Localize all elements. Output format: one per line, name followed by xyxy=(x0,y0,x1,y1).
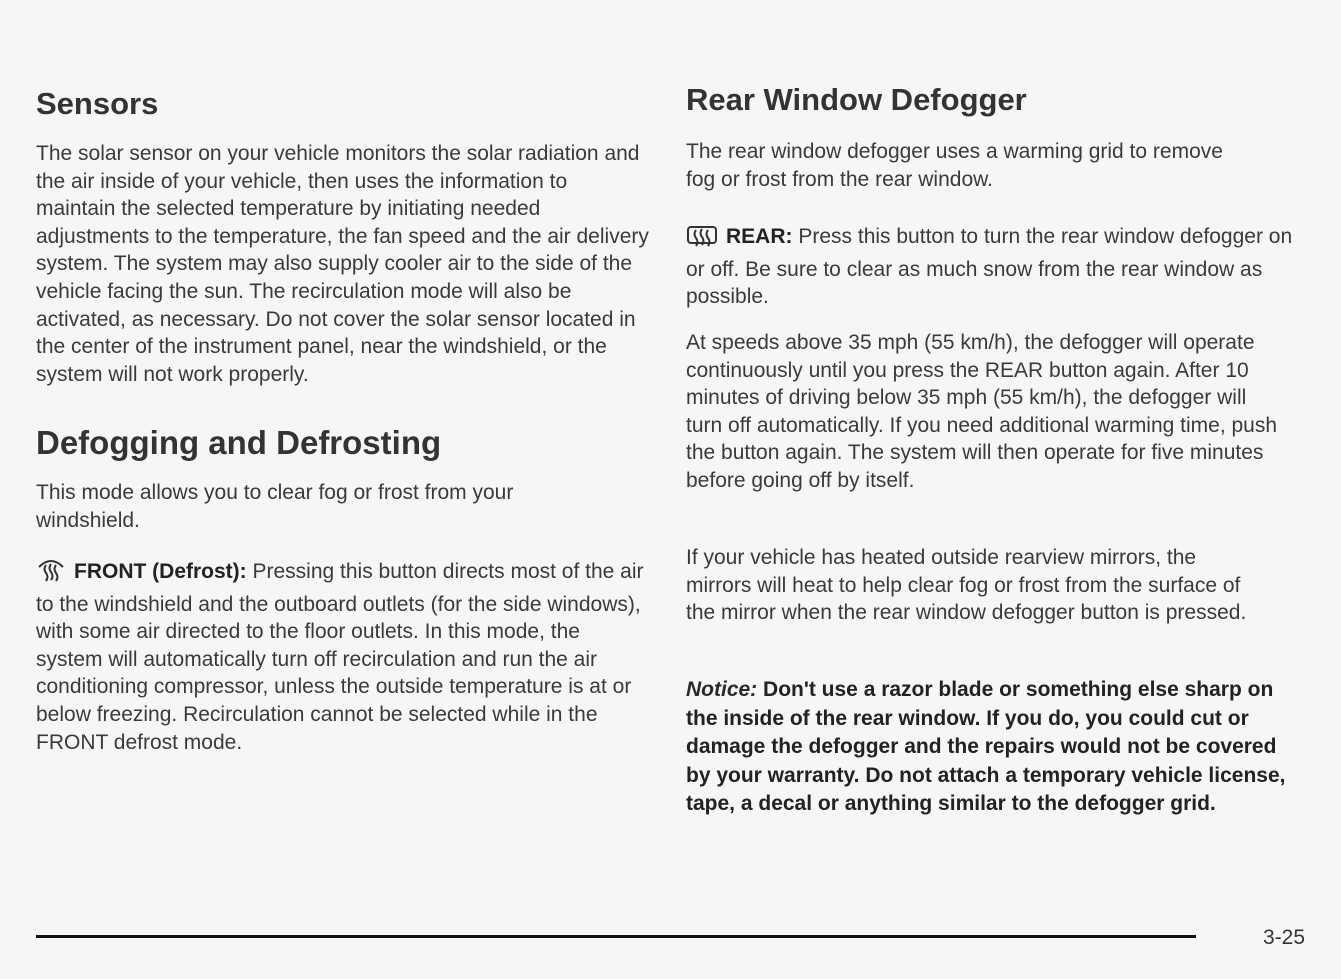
sensors-body: The solar sensor on your vehicle monitors the solar radiation and the air inside of your vehicle, then uses the information to maintain the selected temperature by initiating needed adjustments to the temperature, the fan speed and the air delivery system. The system may also supply cooler air to the side of the vehicle facing the sun. The recirculation mode will also be activated, as necessary. Do not cover the solar sensor located in the center of the instrument panel, near the windshield, or the system will not work properly. xyxy=(36,142,649,386)
mirrors-paragraph: If your vehicle has heated outside rearview mirrors, the mirrors will heat to help clear fog or frost from the surface of the mirror when the rear window defogger button is pressed. xyxy=(686,546,1247,625)
rear-defogger-heading: Rear Window Defogger xyxy=(686,82,1027,117)
defogging-heading: Defogging and Defrosting xyxy=(36,424,442,461)
rear-defrost-label: REAR: xyxy=(726,225,793,248)
rear-defrost-paragraph xyxy=(686,223,1301,311)
speed-paragraph: At speeds above 35 mph (55 km/h), the defogger will operate continuously until you press the REAR button again. After 10 minutes of driving below 35 mph (55 km/h), the defogger will turn off automatically. If you need additional warming time, push the button again. The system will then operate for five minutes before going off by itself. xyxy=(686,331,1278,492)
rear-defrost-body: Press this button to turn the rear window defogger on or off. Be sure to clear as much snow from the rear window as possible. xyxy=(686,225,1293,309)
sensors-heading: Sensors xyxy=(36,86,159,121)
front-defrost-paragraph xyxy=(36,557,651,756)
front-defrost-icon xyxy=(36,557,66,591)
notice-body: Don't use a razor blade or something else sharp on the inside of the rear window. If you do, you could cut or damage the defogger and the repairs would not be covered by your warranty. Do not attach a temporary vehicle license, tape, a decal or anything similar to the defogger grid. xyxy=(686,678,1286,815)
rear-defogger-intro: The rear window defogger uses a warming grid to remove fog or frost from the rear window. xyxy=(686,140,1223,191)
front-defrost-label: FRONT (Defrost): xyxy=(74,560,247,583)
front-defrost-body: Pressing this button directs most of the air to the windshield and the outboard outlets (for the side windows), with some air directed to the floor outlets. In this mode, the system will automatically turn off recirculation and run the air conditioning compressor, unless the outside temperature is at or below freezing. Recirculation cannot be selected while in the FRONT defrost mode. xyxy=(36,560,644,754)
footer-rule xyxy=(36,935,1196,938)
defogging-intro: This mode allows you to clear fog or frost from your windshield. xyxy=(36,481,514,532)
page-number: 3-25 xyxy=(1262,926,1305,949)
notice-paragraph xyxy=(686,676,1296,819)
notice-label: Notice: xyxy=(686,678,758,701)
rear-defrost-icon xyxy=(686,224,718,256)
notice-block xyxy=(686,676,1296,819)
